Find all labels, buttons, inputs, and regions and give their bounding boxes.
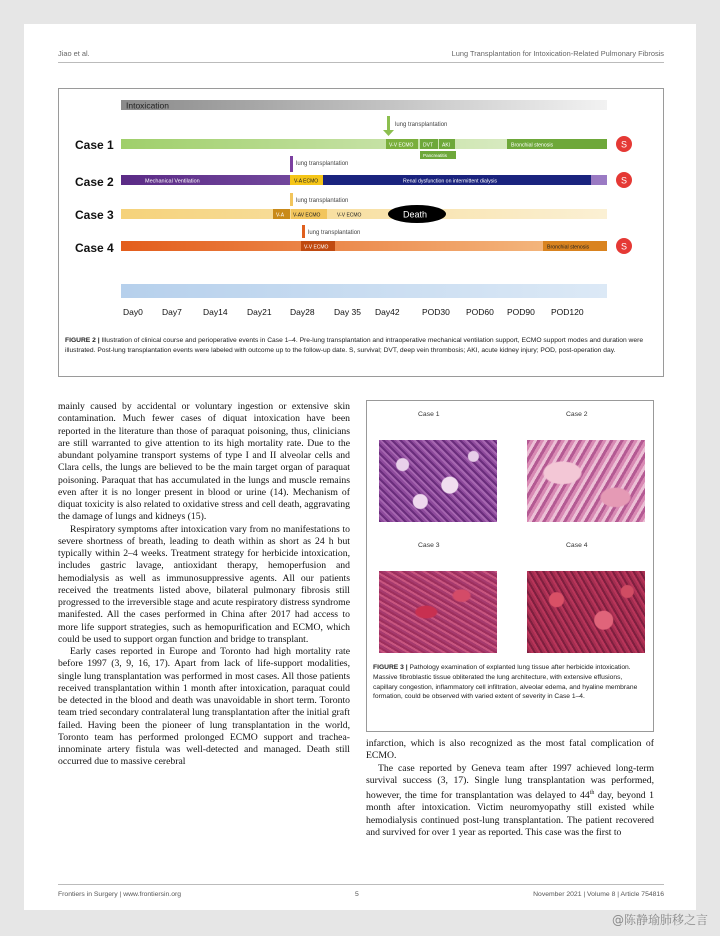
case-2-label: Case 2 [75, 175, 114, 189]
figure-2-caption-text: Illustration of clinical course and perioperative events in Case 1–4. Pre-lung transplantation and intraoperative mechanical ventilation support, ECMO support modes and duration were illustrated. Post-lung transplantation events were labeled with outcome up to the follow-up date. S, survival; DVT, deep vein thrombosis; AKI, acute kidney injury; POD, post-operation day. [65, 337, 644, 354]
watermark: @陈静瑜肺移之言 [611, 913, 708, 927]
timeline-tick-1: Day7 [162, 307, 182, 317]
case-3-vv-label: V-V ECMO [337, 212, 362, 219]
intoxication-header-bar [121, 100, 607, 110]
case-1-bronch-label: Bronchial stenosis [511, 142, 554, 149]
figure-3 [366, 400, 654, 732]
case-2-lt-marker [290, 156, 293, 172]
timeline-tick-0: Day0 [123, 307, 143, 317]
footer-journal: Frontiers in Surgery | www.frontiersin.org [58, 891, 182, 898]
figure-3-caption-label: FIGURE 3 | [373, 664, 408, 671]
timeline-tick-5: Day 35 [334, 307, 361, 317]
case-1-outcome: S [621, 139, 628, 150]
case-4-bar [121, 241, 607, 251]
left-body-column [58, 401, 350, 769]
right-body-column [366, 738, 654, 839]
case-3-lt-label: lung transplantation [296, 198, 349, 204]
case-3-label: Case 3 [75, 208, 114, 222]
case-1-panc-label: Pancreatitis [423, 153, 448, 158]
figure-2-caption [65, 336, 657, 356]
footer-rule [58, 884, 664, 885]
case-2-lt-label: lung transplantation [296, 161, 349, 167]
case-4-bronch-label: Bronchial stenosis [547, 244, 590, 251]
running-head-authors: Jiao et al. [58, 49, 90, 58]
pathology-image-case-3 [379, 571, 497, 653]
right-paragraph-1: infarction, which is also recognized as the most fatal complication of ECMO. [366, 738, 654, 762]
case-4-outcome: S [621, 241, 628, 252]
right-paragraph-2-part-a: The case reported by Geneva team after 1997 achieved long-term survival success (3, 17). Single lung transplantation was performed, however, the time for transplantation was delayed to 44 [366, 762, 654, 802]
case-1-lt-arrow [383, 130, 394, 136]
case-3-death: Death [403, 209, 428, 220]
timeline-tick-3: Day21 [247, 307, 272, 317]
pathology-image-case-4 [527, 571, 645, 653]
timeline-tick-8: POD60 [466, 307, 494, 317]
case-4-label: Case 4 [75, 241, 114, 255]
left-paragraph-1: mainly caused by accidental or voluntary ingestion or extensive skin contamination. Much fewer cases of diquat intoxication have been reported in the literature than those of paraquat poisoning, thus, clinicians are still warranted to give attention to its high mortality rate. Due to the abundant polyamine transport systems of type I and II alveolar cells and Clara cells, the lungs are believed to be the main target organ of paraquat poisoning. Paraquat that has accumulated in the lungs and muscle remains even after it is no longer present in blood or urine (14). Mechanism of diquat toxicity is also related to oxidative stress and cell death, aggravating the damage of lungs and kidneys (15). [58, 401, 350, 523]
figure-3-caption-text: Pathology examination of explanted lung tissue after herbicide intoxication. Massive fibroblastic tissue obliterated the lung architecture, with extensive effusions, capillary congestion, inflammatory cell infiltration, alveolar edema, and hyaline membrane formation, could be observed with varied extent of severity in Case 1–4. [373, 664, 638, 701]
timeline-axis-bar [121, 284, 607, 298]
case-4-vv-label: V-V ECMO [304, 244, 329, 251]
timeline-tick-4: Day28 [290, 307, 315, 317]
case-2-outcome: S [621, 175, 628, 186]
case-2-mv-label: Mechanical Ventilation [145, 178, 200, 185]
timeline-tick-2: Day14 [203, 307, 228, 317]
footer-citation: November 2021 | Volume 8 | Article 754816 [533, 891, 664, 898]
clinical-course-timeline [59, 89, 665, 378]
pathology-image-case-1 [379, 440, 497, 522]
timeline-tick-10: POD120 [551, 307, 584, 317]
figure-2 [58, 88, 664, 377]
figure-3-caption [373, 663, 647, 702]
case-3-lt-marker [290, 193, 293, 206]
timeline-tick-7: POD30 [422, 307, 450, 317]
timeline-tick-9: POD90 [507, 307, 535, 317]
case-4-lt-marker [302, 225, 305, 238]
header-rule [58, 62, 664, 63]
left-paragraph-3: Early cases reported in Europe and Toronto had high mortality rate before 1997 (3, 9, 16, 17). Apart from lack of life-support modalities, single lung transplantation was performed in most cases. All those patients received transplantation within 1 month after intoxication, paraquat could be detected in the blood and death was unavoidable in short term. Toronto team tried secondary contralateral lung transplantation after the initial graft failed. Having been the pioneer of lung transplantation in the world, Toronto team has performed prolonged ECMO support and trachea-innominate artery fistula was well-detected and managed. Death still occurred due to massive cerebral [58, 646, 350, 768]
fig3-label-case-2: Case 2 [566, 411, 588, 418]
fig3-label-case-1: Case 1 [418, 411, 440, 418]
case-1-lt-marker [387, 116, 390, 130]
case-3-bar [121, 209, 607, 219]
timeline-tick-6: Day42 [375, 307, 400, 317]
case-3-va-label: V-A [276, 212, 285, 219]
left-paragraph-2: Respiratory symptoms after intoxication vary from no manifestations to severe shortness of breath, leading to death within as short as 24 h but typically within 2–4 weeks. Treatment strategy for herbicide intoxication, includes gastric lavage, antioxidant therapy, hemoperfusion and hemodialysis as well as immunosuppressive agents. All our patients received the treatments listed above, bilateral pulmonary fibrosis still progressed to the irreversible stage and acute respiratory distress syndrome manifested. All the cases performed in China after 2017 had access to more life support strategies, such as hemopurification and ECMO, which could be used to support organ function and bridge to transplant. [58, 523, 350, 645]
right-paragraph-2-part-b: day, beyond 1 month after intoxication. Victim neuromyopathy still existed while hemodialysis continued post-lung transplantation. The patient recovered and survived for over 1 year as reported. This case was the first to [366, 790, 654, 838]
case-1-vv-label: V-V ECMO [389, 142, 414, 149]
case-4-lt-label: lung transplantation [308, 230, 361, 236]
footer-page-number: 5 [355, 891, 359, 898]
ordinal-suffix: th [589, 790, 595, 796]
case-1-label: Case 1 [75, 138, 114, 152]
pathology-image-case-2 [527, 440, 645, 522]
case-1-lt-label: lung transplantation [395, 122, 448, 128]
running-head-title: Lung Transplantation for Intoxication-Related Pulmonary Fibrosis [451, 49, 664, 58]
timeline-ticks [123, 307, 584, 317]
case-3-vav-label: V-AV ECMO [293, 212, 321, 219]
fig3-label-case-4: Case 4 [566, 542, 588, 549]
figure-2-caption-label: FIGURE 2 | [65, 337, 100, 344]
intoxication-label: Intoxication [126, 100, 169, 111]
case-2-va-label: V-A ECMO [294, 178, 319, 185]
case-1-dvt-label: DVT [423, 142, 433, 149]
case-2-renal-label: Renal dysfunction on intermittent dialysis [403, 178, 497, 185]
fig3-label-case-3: Case 3 [418, 542, 440, 549]
right-paragraph-2 [366, 763, 654, 840]
case-1-aki-label: AKI [442, 142, 451, 149]
